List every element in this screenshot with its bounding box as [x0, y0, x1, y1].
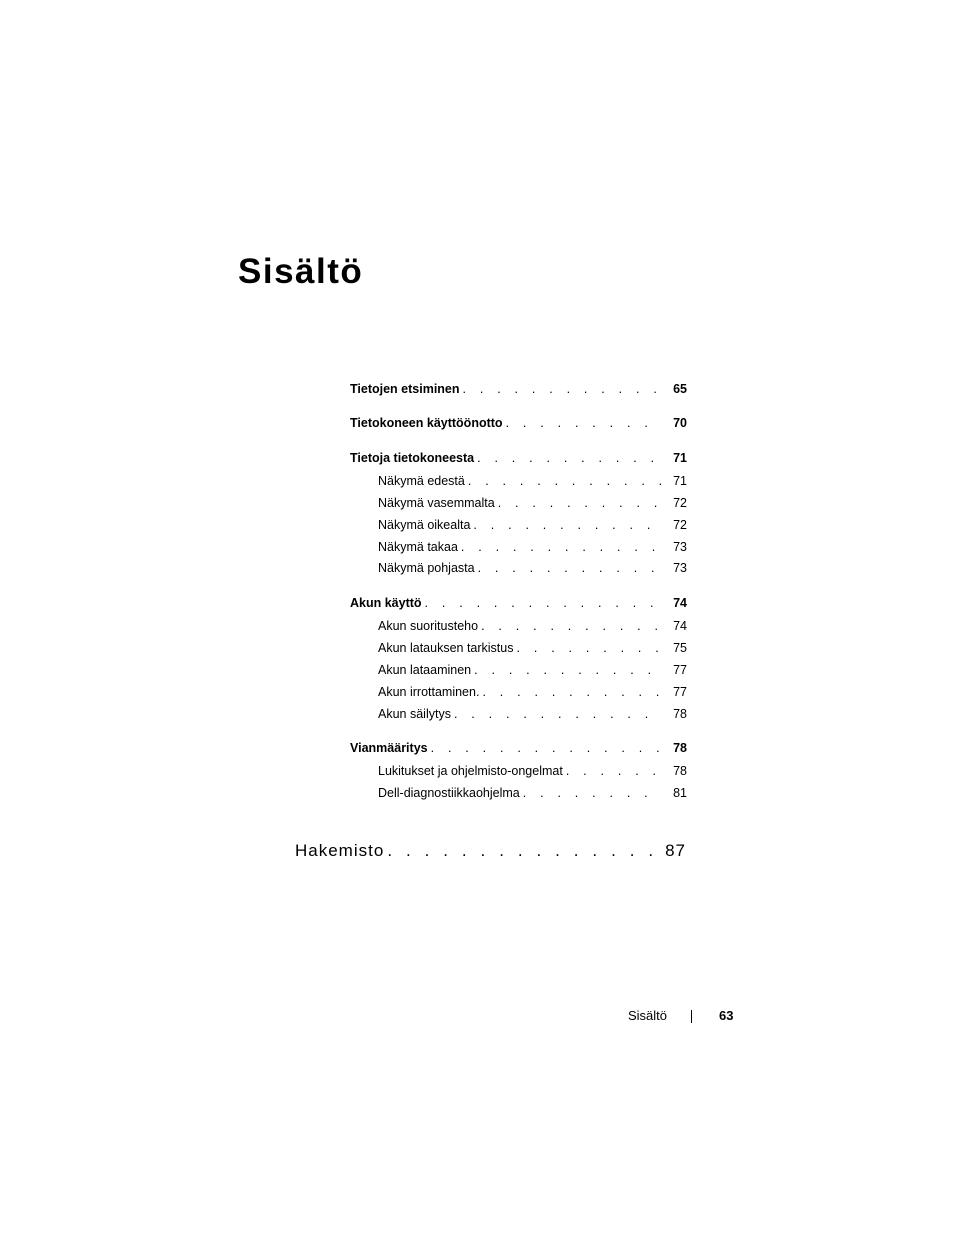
- dot-leader: [520, 785, 661, 801]
- toc-subsection-entry[interactable]: [378, 684, 687, 700]
- toc-entry-page: 81: [673, 786, 687, 800]
- dot-leader: [475, 560, 661, 576]
- dot-leader: [428, 740, 661, 756]
- toc-entry-page: 72: [673, 496, 687, 510]
- toc-entry-page: 74: [673, 596, 687, 610]
- dot-leader: [451, 706, 661, 722]
- toc-entry-label: Akun suoritusteho: [378, 619, 479, 633]
- dot-leader: [465, 473, 661, 489]
- toc-entry-page: 74: [673, 619, 687, 633]
- footer-separator: [691, 1010, 692, 1023]
- toc-entry-page: 78: [673, 741, 687, 755]
- toc-entry-label: Akun lataaminen: [378, 663, 472, 677]
- dot-leader: [470, 517, 661, 533]
- dot-leader: [474, 450, 661, 466]
- dot-leader: [458, 539, 661, 555]
- footer-section-label: Sisältö: [628, 1008, 668, 1023]
- toc-subsection-entry[interactable]: [378, 473, 687, 489]
- toc-entry-label: Dell-diagnostiikkaohjelma: [378, 786, 520, 800]
- toc-entry-page: 75: [673, 641, 687, 655]
- toc-entry-page: 87: [665, 841, 686, 860]
- toc-section-entry[interactable]: [350, 595, 687, 611]
- toc-subsection-entry[interactable]: [378, 763, 687, 779]
- toc-entry-page: 71: [673, 451, 687, 465]
- toc-subsection-entry[interactable]: [378, 618, 687, 634]
- dot-leader: [503, 415, 661, 431]
- toc-entry-page: 65: [673, 382, 687, 396]
- dot-leader: [478, 618, 661, 634]
- toc-entry-page: 72: [673, 518, 687, 532]
- dot-leader: [479, 684, 661, 700]
- page-title: Sisältö: [238, 252, 364, 291]
- toc-entry-label: Hakemisto: [295, 841, 385, 860]
- toc-entry-label: Näkymä vasemmalta: [378, 496, 495, 510]
- toc-entry-page: 78: [673, 707, 687, 721]
- toc-entry-page: 78: [673, 764, 687, 778]
- toc-entry-label: Akun irrottaminen.: [378, 685, 480, 699]
- toc-subsection-entry[interactable]: [378, 640, 687, 656]
- dot-leader: [495, 495, 661, 511]
- toc-entry-label: Näkymä oikealta: [378, 518, 471, 532]
- toc-entry-label: Näkymä takaa: [378, 540, 458, 554]
- dot-leader: [563, 763, 661, 779]
- toc-entry-page: 70: [673, 416, 687, 430]
- toc-subsection-entry[interactable]: [378, 560, 687, 576]
- toc-entry-label: Tietojen etsiminen: [350, 382, 460, 396]
- toc-subsection-entry[interactable]: [378, 785, 687, 801]
- toc-section-entry[interactable]: [350, 740, 687, 756]
- toc-entry-page: 73: [673, 540, 687, 554]
- toc-subsection-entry[interactable]: [378, 706, 687, 722]
- toc-entry-label: Tietokoneen käyttöönotto: [350, 416, 503, 430]
- toc-entry-label: Näkymä edestä: [378, 474, 465, 488]
- toc-entry-page: 77: [673, 663, 687, 677]
- toc-subsection-entry[interactable]: [378, 539, 687, 555]
- dot-leader: [384, 841, 658, 861]
- toc-entry-page: 73: [673, 561, 687, 575]
- toc-section-entry[interactable]: [350, 381, 687, 397]
- toc-entry-label: Tietoja tietokoneesta: [350, 451, 475, 465]
- toc-subsection-entry[interactable]: [378, 495, 687, 511]
- toc-entry-index[interactable]: [295, 841, 686, 861]
- toc-section-entry[interactable]: [350, 450, 687, 466]
- toc-entry-label: Näkymä pohjasta: [378, 561, 475, 575]
- toc-entry-label: Vianmääritys: [350, 741, 428, 755]
- toc-entry-label: Akun latauksen tarkistus: [378, 641, 514, 655]
- dot-leader: [514, 640, 662, 656]
- toc-section-entry[interactable]: [350, 415, 687, 431]
- toc-entry-page: 71: [673, 474, 687, 488]
- dot-leader: [471, 662, 661, 678]
- toc-entry-label: Akun säilytys: [378, 707, 451, 721]
- toc-entry-page: 77: [673, 685, 687, 699]
- toc-entry-label: Akun käyttö: [350, 596, 422, 610]
- toc-entry-label: Lukitukset ja ohjelmisto-ongelmat: [378, 764, 563, 778]
- toc-subsection-entry[interactable]: [378, 662, 687, 678]
- toc-subsection-entry[interactable]: [378, 517, 687, 533]
- footer-page-number: 63: [719, 1008, 734, 1023]
- dot-leader: [460, 381, 661, 397]
- dot-leader: [422, 595, 661, 611]
